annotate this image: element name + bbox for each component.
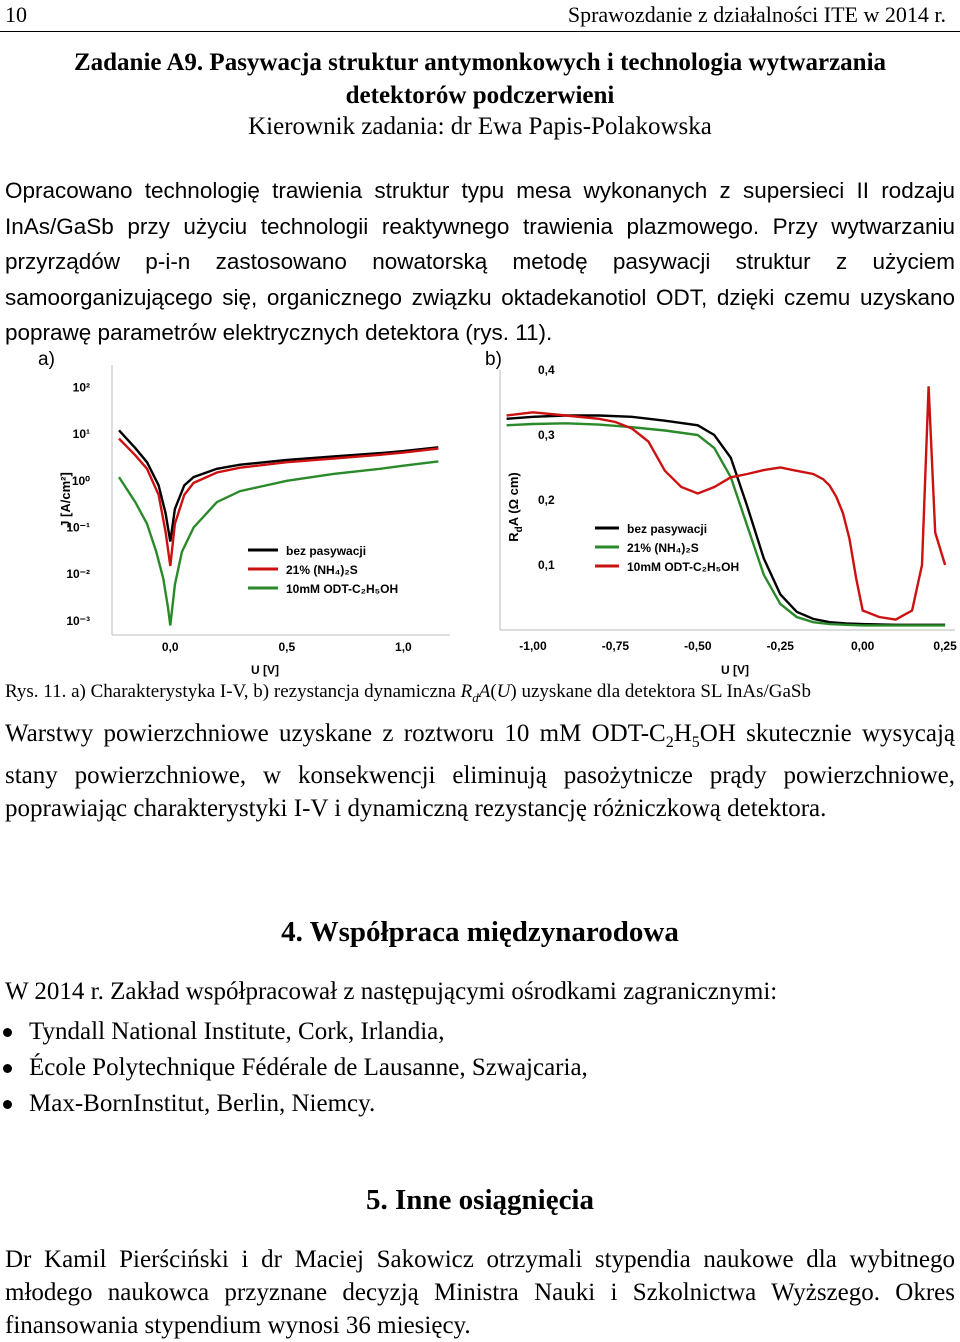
x-tick-label: 1,0: [395, 640, 412, 654]
caption-symbol-d: d: [472, 689, 479, 705]
figure-svg: [0, 345, 960, 680]
caption-suffix: uzyskane dla detektora SL InAs/GaSb: [516, 681, 811, 702]
legend-label: bez pasywacji: [627, 522, 708, 536]
y-tick-label: 0,3: [538, 428, 555, 442]
x-tick-label: -0,50: [684, 639, 712, 653]
figure-11: [0, 345, 960, 680]
task-title-line2: detektorów podczerwieni: [345, 82, 615, 109]
y-axis-label: J [A/cm²]: [58, 472, 73, 528]
series-line: [119, 439, 438, 566]
x-tick-label: -0,25: [766, 639, 794, 653]
task-lead: Kierownik zadania: dr Ewa Papis-Polakowska: [248, 113, 712, 140]
legend-label: 21% (NH₄)₂S: [286, 563, 358, 577]
partner-name: Max-BornInstitut, Berlin, Niemcy.: [29, 1090, 376, 1117]
running-title: Sprawozdanie z działalności ITE w 2014 r.: [567, 2, 946, 27]
partner-name: École Polytechnique Fédérale de Lausanne, Szwajcaria,: [29, 1054, 588, 1081]
list-item: [0, 1086, 960, 1122]
bullet-icon: [3, 1028, 12, 1037]
x-tick-label: 0,25: [933, 639, 957, 653]
caption-symbol-u: U: [496, 681, 511, 702]
page-number: 10: [5, 2, 27, 27]
task-title: [0, 46, 960, 112]
para2-part1: Warstwy powierzchniowe uzyskane z roztworu 10 mM ODT-C: [5, 720, 666, 747]
bullet-icon: [3, 1064, 12, 1073]
y-tick-label: 10¹: [72, 427, 90, 442]
legend-label: 10mM ODT-C₂H₅OH: [286, 582, 399, 596]
legend-label: 21% (NH₄)₂S: [627, 541, 699, 555]
y-tick-label: 10⁻³: [66, 613, 90, 628]
body-paragraph-2: [5, 717, 955, 825]
section-4-heading: 4. Współpraca międzynarodowa: [281, 916, 679, 948]
y-tick-label: 0,2: [538, 493, 555, 507]
y-tick-label: 10⁻²: [66, 567, 90, 582]
caption-prefix: Rys. 11. a) Charakterystyka I-V, b) rezystancja dynamiczna: [5, 681, 461, 702]
partner-name: Tyndall National Institute, Cork, Irlandia,: [29, 1018, 445, 1045]
series-line: [507, 416, 945, 625]
para2-part2: OH skutecznie wysycają stany powierzchniowe, w konsekwencji eliminują pasożytnicze prądy powierzchniowe, poprawiając charakterystyki I-V i dynamiczną rezystancję różniczkową detektora.: [5, 720, 956, 822]
y-tick-label: 10⁻¹: [66, 520, 90, 535]
series-line: [507, 423, 945, 625]
para2-mid: H: [673, 720, 692, 747]
x-axis-label: U [V]: [251, 663, 279, 677]
section-5-text: Dr Kamil Pierściński i dr Maciej Sakowicz otrzymali stypendia naukowe dla wybitnego młodego naukowca przyznane decyzją Ministra Nauki i Szkolnictwa Wyższego. Okres finansowania stypendium wynosi 36 miesięcy.: [5, 1246, 955, 1339]
chart-panel-b: [485, 349, 957, 677]
legend-label: bez pasywacji: [286, 544, 367, 558]
list-item: [0, 1014, 960, 1050]
task-title-line1: Zadanie A9. Pasywacja struktur antymonkowych i technologia wytwarzania: [73, 49, 887, 76]
list-item: [0, 1050, 960, 1086]
bullet-icon: [3, 1100, 12, 1109]
x-tick-label: -0,75: [601, 639, 630, 653]
y-tick-label: 0,1: [538, 558, 555, 572]
caption-open-paren: (: [490, 681, 497, 702]
header-rule: [0, 31, 960, 32]
x-tick-label: 0,0: [161, 640, 179, 654]
section-5-heading: 5. Inne osiągnięcia: [366, 1184, 594, 1216]
caption-symbol-a: A: [478, 681, 491, 702]
caption-close-paren: ): [510, 681, 517, 702]
series-line: [119, 430, 438, 541]
legend-label: 10mM ODT-C₂H₅OH: [627, 560, 740, 574]
x-tick-label: 0,5: [278, 640, 296, 654]
y-tick-label: 0,4: [538, 363, 555, 377]
y-tick-label: 10²: [72, 380, 90, 395]
y-axis-label: $R_dA$ (Ω cm): [506, 472, 525, 542]
x-axis-label: U [V]: [721, 663, 749, 677]
x-tick-label: -1,00: [519, 639, 547, 653]
y-tick-label: 10⁰: [71, 473, 90, 488]
series-line: [507, 386, 945, 619]
panel-b-label: b): [485, 349, 502, 370]
figure-caption: [5, 680, 960, 710]
panel-a-label: a): [38, 349, 55, 370]
caption-symbol-r: R: [460, 681, 473, 702]
x-tick-label: 0,00: [851, 639, 875, 653]
chart-panel-a: [38, 349, 450, 677]
para2-sub1: 2: [665, 734, 674, 751]
partner-list: [0, 1014, 960, 1122]
body-paragraph-1: Opracowano technologię trawienia struktur typu mesa wykonanych z supersieci II rodzaju InAs/GaSb przy użyciu technologii reaktywnego trawienia plazmowego. Przy wytwarzaniu przyrządów p-i-n zastosowano nowatorską metodę pasywacji struktur z użyciem samoorganizującego się, organicznego związku oktadekanotiol ODT, dzięki czemu uzyskano poprawę parametrów elektrycznych detektora (rys. 11).: [5, 178, 955, 345]
section-4-intro: W 2014 r. Zakład współpracował z następującymi ośrodkami zagranicznymi:: [5, 978, 778, 1005]
para2-sub2: 5: [691, 734, 700, 751]
